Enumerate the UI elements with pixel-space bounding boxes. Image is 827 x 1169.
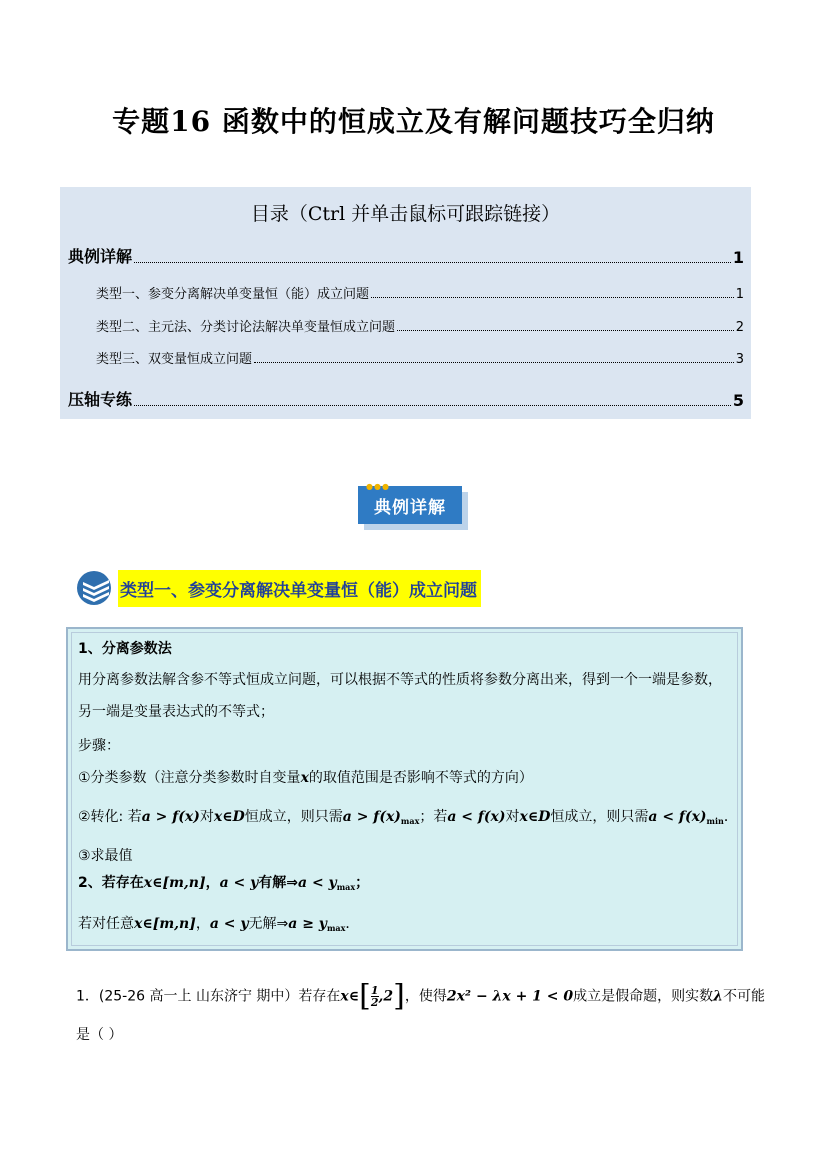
method-line-forall xyxy=(78,914,359,938)
page-title: 专题16 函数中的恒成立及有解问题技巧全归纳 xyxy=(112,105,715,138)
book-stack-icon xyxy=(76,570,116,606)
math-x-in-mn: x∈[m,n] xyxy=(143,875,206,891)
section-badge xyxy=(358,482,470,532)
question-text-a: 1．(25-26 高一上 山东济宁 期中）若存在 xyxy=(76,988,341,1005)
math-x-in: x∈ xyxy=(340,988,360,1005)
toc-entry-label: 类型二、主元法、分类讨论法解决单变量恒成立问题 xyxy=(96,320,396,335)
forall-text-c: 无解⇒ xyxy=(248,916,289,932)
step-2-text-e: 对 xyxy=(505,809,520,825)
math-x-in-mn: x∈[m,n] xyxy=(134,916,196,932)
step-2-text-c: 恒成立，则只需 xyxy=(244,809,343,825)
math-inequality: 2x² − λx + 1 < 0 xyxy=(446,988,574,1005)
toc-entry-label: 类型一、参变分离解决单变量恒（能）成立问题 xyxy=(96,287,370,302)
heading-2-text-c: 有解⇒ xyxy=(258,875,298,891)
step-2-text-d: ；若 xyxy=(419,809,448,825)
toc-leader xyxy=(397,329,734,331)
math-x-in-d: x∈D xyxy=(519,809,551,825)
step-1-text-a: ①分类参数（注意分类参数时自变量 xyxy=(78,770,301,786)
toc-entry-type3[interactable] xyxy=(96,348,744,367)
heading-2-text-d: ； xyxy=(355,875,370,891)
math-a-lt-fx: a < f(x) xyxy=(447,809,506,825)
math-subscript-max: max xyxy=(326,923,346,933)
toc-entry-page: 3 xyxy=(735,352,744,367)
math-lambda: λ xyxy=(713,988,723,1005)
math-a-lt-y: a < y xyxy=(209,916,249,932)
forall-text-b: ， xyxy=(195,916,210,932)
math-a-ge-y-max: a ≥ y xyxy=(288,916,327,932)
badge-dots-icon: ●●● xyxy=(366,482,390,491)
forall-text-a: 若对任意 xyxy=(78,916,134,932)
section-badge-label: 典例详解 xyxy=(358,486,462,524)
toc-leader xyxy=(371,296,734,298)
bracket-left: [ xyxy=(359,978,371,1014)
math-a-lt-y: a < y xyxy=(219,875,259,891)
question-text-c: 成立是假命题，则实数 xyxy=(573,988,714,1005)
type-heading-label: 类型一、参变分离解决单变量恒（能）成立问题 xyxy=(118,570,481,607)
toc-leader xyxy=(134,404,731,406)
forall-text-d: ． xyxy=(345,916,360,932)
math-interval-end: ,2 xyxy=(378,988,394,1005)
bracket-right: ] xyxy=(393,978,405,1014)
question-text-b: ，使得 xyxy=(404,988,447,1005)
step-2-text-g: ． xyxy=(723,809,738,825)
math-a-gt-fx: a > f(x) xyxy=(141,809,200,825)
method-box xyxy=(66,627,743,951)
heading-2-text-a: 2、若存在 xyxy=(78,875,144,891)
toc-heading: 目录（Ctrl 并单击鼠标可跟踪链接） xyxy=(250,203,561,225)
toc-entry-label: 压轴专练 xyxy=(68,390,133,409)
math-a-gt-fx-max: a > f(x) xyxy=(342,809,401,825)
step-1-text-b: 的取值范围是否影响不等式的方向） xyxy=(308,770,533,786)
fraction-one-half xyxy=(371,985,379,1008)
step-1 xyxy=(78,768,533,788)
method-heading-2 xyxy=(78,873,369,897)
math-a-lt-fx-min: a < f(x) xyxy=(648,809,707,825)
step-3: ③求最值 xyxy=(78,848,133,864)
toc-entry-type1[interactable] xyxy=(96,283,744,302)
step-2-text-f: 恒成立，则只需 xyxy=(550,809,649,825)
toc-leader xyxy=(134,261,731,263)
math-subscript-max: max xyxy=(336,882,356,892)
math-x-in-d: x∈D xyxy=(213,809,245,825)
math-x: x xyxy=(300,770,309,786)
toc-entry-page: 5 xyxy=(732,391,744,410)
toc-entry-page: 2 xyxy=(735,320,744,335)
step-2-text-a: ②转化: 若 xyxy=(78,809,142,825)
toc-entry-page: 1 xyxy=(735,287,744,302)
toc-entry-examples[interactable] xyxy=(68,244,744,267)
table-of-contents xyxy=(60,187,751,419)
toc-leader xyxy=(254,361,734,363)
type-heading xyxy=(76,568,481,608)
math-a-lt-y-max: a < y xyxy=(298,875,337,891)
math-subscript-max: max xyxy=(400,816,420,826)
heading-2-text-b: ， xyxy=(205,875,220,891)
fraction-numerator: 1 xyxy=(370,984,379,997)
method-paragraph-line-2: 另一端是变量表达式的不等式； xyxy=(78,704,274,720)
math-subscript-min: min xyxy=(706,816,724,826)
toc-entry-practice[interactable] xyxy=(68,387,744,410)
toc-entry-label: 类型三、双变量恒成立问题 xyxy=(96,352,253,367)
method-heading-1: 1、分离参数法 xyxy=(78,641,172,657)
toc-entry-label: 典例详解 xyxy=(68,247,133,266)
question-1-line-2: 是（ ） xyxy=(76,1027,123,1043)
step-2 xyxy=(78,807,738,831)
steps-label: 步骤： xyxy=(78,738,120,754)
question-text-d: 不可能 xyxy=(722,988,765,1005)
method-paragraph-line-1: 用分离参数法解含参不等式恒成立问题，可以根据不等式的性质将参数分离出来，得到一个一端是参数， xyxy=(78,672,722,688)
toc-entry-page: 1 xyxy=(732,248,744,267)
step-2-text-b: 对 xyxy=(199,809,214,825)
question-1-line-1 xyxy=(76,978,765,1014)
fraction-denominator: 2 xyxy=(370,996,379,1009)
toc-entry-type2[interactable] xyxy=(96,316,744,335)
